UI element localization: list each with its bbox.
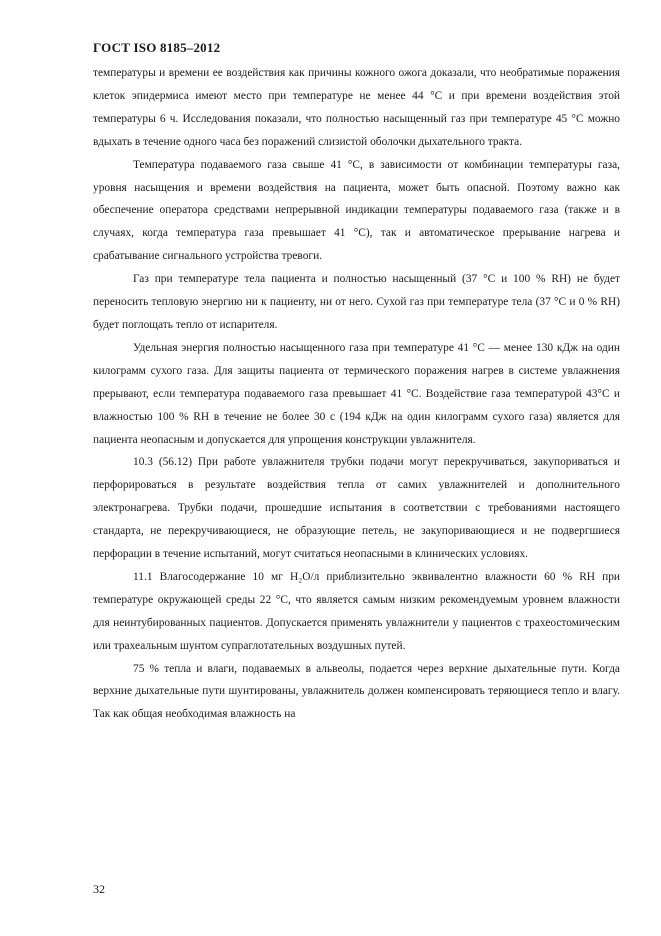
paragraph-section-11-1: 11.1 Влагосодержание 10 мг H₂O/л приблизительно эквивалентно влажности 60 % RH при температуре окружающей среды 22 °C, что является самым низким рекомендуемым уровнем влажности для неинтубированных пациентов. Допускается применять увлажнители у пациентов с трахеостомическим или трахеальным шунтом супраглотательных воздушных путей. (93, 570, 620, 652)
document-header: ГОСТ ISO 8185–2012 (93, 40, 221, 55)
document-body (93, 62, 620, 726)
paragraph-continuation: температуры и времени ее воздействия как причины кожного ожога доказали, что необратимые поражения клеток эпидермиса имеют место при температуре не менее 44 °C и при времени воздействия этой температуры 6 ч. Исследования показали, что полностью насыщенный газ при температуре 45 °C можно вдыхать в течение одного часа без поражений слизистой оболочки дыхательного тракта. (93, 67, 620, 148)
page-number: 32 (93, 882, 105, 896)
paragraph-body-temperature-gas: Газ при температуре тела пациента и полностью насыщенный (37 °C и 100 % RH) не будет переносить тепловую энергию ни к пациенту, ни от него. Сухой газ при температуре тела (37 °C и 0 % RH) будет поглощать тепло от испарителя. (93, 273, 620, 331)
paragraph-heat-moisture: 75 % тепла и влаги, подаваемых в альвеолы, подается через верхние дыхательные пути. Когда верхние дыхательные пути шунтированы, увлажнитель должен компенсировать теряющиеся тепло и влагу. Так как общая необходимая влажность на (93, 662, 620, 721)
paragraph-specific-energy: Удельная энергия полностью насыщенного газа при температуре 41 °C — менее 130 кДж на один килограмм сухого газа. Для защиты пациента от термического поражения нагрев в системе увлажнения прерывают, если температура подаваемого газа превышает 41 °C. Воздействие газа температурой 43°C и влажностью 100 % RH в течение не более 30 с (194 кДж на один килограмм сухого газа) является для пациента неопасным и допускается для упрощения конструкции увлажнителя. (93, 341, 620, 446)
paragraph-temperature-danger: Температура подаваемого газа свыше 41 °C, в зависимости от комбинации температуры газа, уровня насыщения и времени воздействия на пациента, может быть опасной. Поэтому важно как обеспечение оператора средствами непрерывной индикации температуры подаваемого газа (также и в случаях, когда температура газа превышает 41 °C), так и автоматическое прерывание нагрева и срабатывание сигнального устройства тревоги. (93, 158, 620, 263)
paragraph-section-10-3: 10.3 (56.12) При работе увлажнителя трубки подачи могут перекручиваться, закупориваться и перфорироваться в результате воздействия тепла от самих увлажнителей и дополнительного электронагрева. Трубки подачи, прошедшие испытания в соответствии с требованиями настоящего стандарта, не перекручивающиеся, не образующие петель, не закупоривающиеся и не подвергшиеся перфорации в течение испытаний, могут считаться неопасными в клинических условиях. (93, 456, 620, 561)
